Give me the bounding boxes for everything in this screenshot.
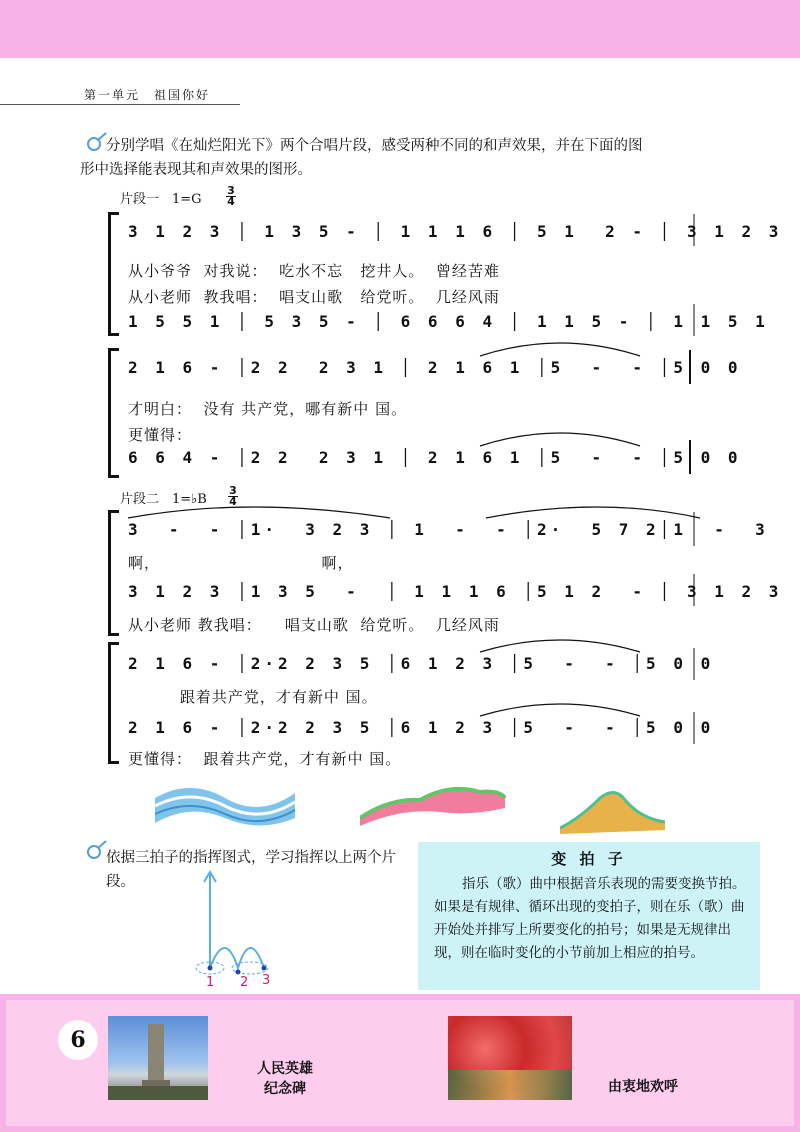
segment1-system2-lyric2: 更懂得：: [128, 426, 193, 444]
segment2-system2-lyric2: 更懂得： 跟着共产党，才有新中 国。: [128, 750, 402, 768]
instruction-line1: 分别学唱《在灿烂阳光下》两个合唱片段，感受两种不同的和声效果，并在下面的图: [106, 138, 643, 154]
segment1-label: 片段一 1=G: [120, 192, 202, 207]
segment2-time-signature: 3 4: [229, 484, 237, 508]
horn-icon: [86, 838, 108, 860]
slur: [128, 507, 390, 518]
slur: [480, 640, 640, 652]
wave-shape-image: [150, 778, 300, 838]
segment1-system1-lyric2: 从小老师 教我唱： 唱支山歌 给党听。 几经风雨: [128, 288, 500, 306]
slur: [480, 343, 640, 356]
variable-meter-box: [418, 842, 760, 990]
segment1-system2-lower: 6 6 4 - │2 2 2 3 1 │ 2 1 6 1 │5 - - │5 0 0: [128, 448, 742, 467]
conducting-diagram: [180, 868, 280, 988]
instruction-line2: 形中选择能表现其和声效果的图形。: [80, 162, 312, 178]
box-text: 指乐（歌）曲中根据音乐表现的需要变换节拍。如果是有规律、循环出现的变拍子，则在乐（歌）曲开始处并排写上所要变化的拍号；如果是无规律出现，则在临时变化的小节前加上相应的拍号。: [434, 876, 746, 961]
beat-1-label: 1: [206, 975, 215, 988]
segment2-system1-lower: 3 1 2 3 │1 3 5 - │ 1 1 1 6 │5 1 2 - │ 3 1 2 3: [128, 582, 783, 601]
unit-header: 第一单元 祖国你好: [84, 88, 211, 102]
conduct-instruction: 依据三拍子的指挥图式，学习指挥以上两个片段。: [106, 850, 396, 890]
segment2-system2-lyric1: 跟着共产党，才有新中 国。: [128, 688, 378, 706]
segment2-system1-lyric2: 从小老师 教我唱： 唱支山歌 给党听。 几经风雨: [128, 616, 500, 634]
slur: [486, 507, 700, 518]
page-number: 6: [58, 1020, 98, 1060]
segment2-system2-lower: 2 1 6 - │2·2 2 3 5 │6 1 2 3 │5 - - │5 0 0: [128, 718, 715, 737]
mountain-shape-image: [360, 778, 510, 838]
caption-monument: 人民英雄 纪念碑: [257, 1061, 313, 1097]
caption-crowd: 由衷地欢呼: [608, 1079, 678, 1095]
segment1-system2-upper: 2 1 6 - │2 2 2 3 1 │ 2 1 6 1 │5 - - │5 0 0: [128, 358, 742, 377]
segment1-system1-upper: 3 1 2 3 │ 1 3 5 - │ 1 1 1 6 │ 5 1 2 - │ 3 1 2 3: [128, 222, 783, 241]
segment2-system2-upper: 2 1 6 - │2·2 2 3 5 │6 1 2 3 │5 - - │5 0 0: [128, 654, 715, 673]
monument-photo: [108, 1016, 208, 1100]
crowd-photo: [448, 1016, 572, 1100]
slur: [480, 704, 640, 716]
segment2-label: 片段二 1=♭B: [120, 492, 207, 507]
segment2-system1-upper: 3 - - │1· 3 2 3 │ 1 - - │2· 5 7 2│1 - 3: [128, 520, 769, 539]
segment1-system2-lyric1: 才明白： 没有 共产党，哪有新中 国。: [128, 400, 408, 418]
peak-shape-image: [560, 778, 670, 838]
beat-2-label: 2: [240, 975, 249, 988]
slur: [480, 433, 640, 446]
segment1-time-signature: 3 4: [227, 184, 235, 208]
segment1-system1-lower: 1 5 5 1 │ 5 3 5 - │ 6 6 6 4 │ 1 1 5 - │ 1 1 5 1: [128, 312, 769, 331]
box-title: 变 拍 子: [551, 850, 627, 868]
beat-3-label: 3: [262, 973, 271, 988]
segment2-system1-lyric1: 啊， 啊，: [128, 554, 354, 572]
segment1-system1-lyric1: 从小爷爷 对我说： 吃水不忘 挖井人。 曾经苦难: [128, 262, 500, 280]
